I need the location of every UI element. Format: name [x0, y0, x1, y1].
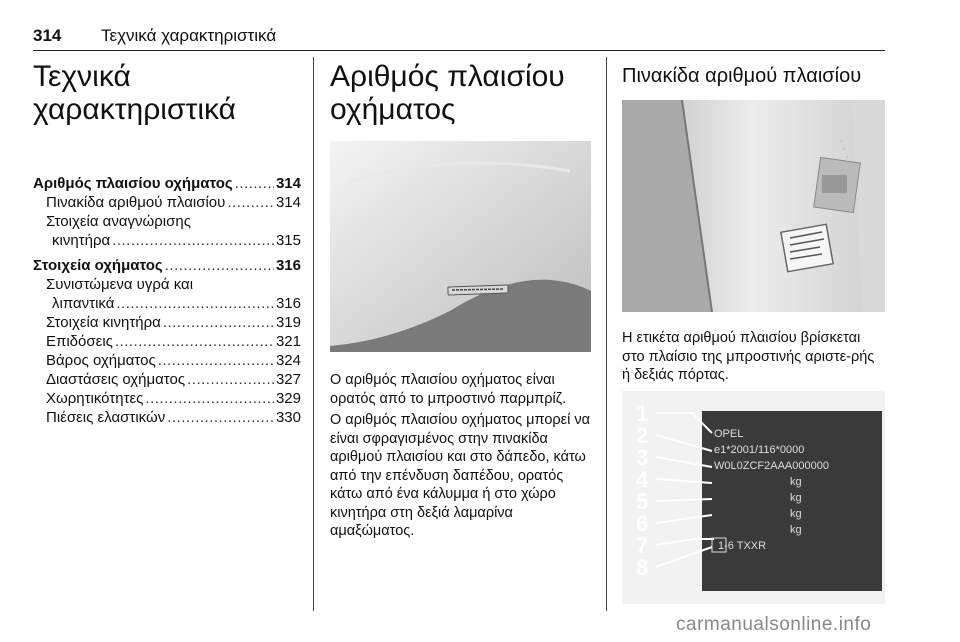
toc-entry[interactable]: Βάρος οχήματος ..... 324	[33, 351, 301, 370]
toc-entry-line1[interactable]: Συνιστώμενα υγρά και	[46, 276, 194, 293]
plate-line-3: W0L0ZCF2AAA000000	[714, 460, 829, 472]
toc-entry[interactable]: Διαστάσεις οχήματος ..... 327	[33, 370, 301, 389]
chapter-title: Τεχνικά χαρακτηριστικά	[33, 60, 236, 126]
running-title: Τεχνικά χαρακτηριστικά	[101, 26, 277, 45]
door-pillar-plate-photo	[622, 100, 885, 312]
toc-entry[interactable]: Αριθμός πλαισίου οχήματος ..... 314	[33, 174, 301, 193]
toc-entry[interactable]: κινητήρα ..... 315	[33, 231, 301, 250]
section-title-vin: Αριθμός πλαισίου οχήματος	[330, 60, 565, 126]
toc-entry[interactable]: Πιέσεις ελαστικών ..... 330	[33, 408, 301, 427]
toc-entry[interactable]: Στοιχεία οχήματος ..... 316	[33, 256, 301, 275]
toc-entry[interactable]: λιπαντικά ..... 316	[33, 294, 301, 313]
callout-4: 4	[636, 467, 649, 492]
paragraph-vin-visible: Ο αριθμός πλαισίου οχήματος είναι ορατός από το μπροστινό παρμπρίζ.	[330, 372, 567, 407]
paragraph-plate-location: Η ετικέτα αριθμού πλαισίου βρίσκεται στο πλαίσιο της μπροστινής αριστε-ρής ή δεξιάς πόρτας.	[622, 330, 875, 383]
callout-6: 6	[636, 511, 649, 536]
toc-entry[interactable]: Επιδόσεις ..... 321	[33, 332, 301, 351]
callout-1: 1	[636, 401, 649, 426]
header-rule	[33, 50, 885, 51]
column-divider-2	[606, 57, 607, 611]
toc-entry[interactable]: Στοιχεία κινητήρα ..... 319	[33, 313, 301, 332]
plate-line-4: kg	[790, 476, 802, 488]
callout-8: 8	[636, 555, 649, 580]
callout-3: 3	[636, 445, 649, 470]
toc-entry[interactable]: Πινακίδα αριθμού πλαισίου ..... 314	[33, 193, 301, 212]
page-header	[33, 26, 277, 46]
table-of-contents	[33, 174, 301, 427]
column-divider-1	[313, 57, 314, 611]
plate-line-1: OPEL	[714, 428, 744, 440]
vin-plate-diagram	[622, 391, 885, 604]
section-title-vin-plate: Πινακίδα αριθμού πλαισίου	[622, 65, 862, 87]
windscreen-vin-photo	[330, 141, 591, 352]
callout-5: 5	[636, 489, 649, 514]
plate-line-7: kg	[790, 524, 802, 536]
svg-text:· · · ·: · · · ·	[834, 135, 860, 170]
toc-entry[interactable]: Χωρητικότητες ..... 329	[33, 389, 301, 408]
plate-line-8: 1-6 TXXR	[718, 540, 767, 552]
plate-line-2: e1*2001/116*0000	[714, 444, 805, 456]
plate-line-5: kg	[790, 492, 802, 504]
plate-line-6: kg	[790, 508, 802, 520]
toc-entry-line1[interactable]: Στοιχεία αναγνώρισης	[46, 213, 191, 230]
callout-2: 2	[636, 423, 649, 448]
paragraph-vin-stamped: Ο αριθμός πλαισίου οχήματος μπορεί να είναι σφραγισμένος στην πινακίδα αριθμού πλαισίου και στο δάπεδο, κάτω από την επένδυση δαπέδου, ορατός κάτω από ένα κάλυμμα ή στο χώρο κινητήρα στη δεξιά λαμαρίνα αμαξώματος.	[330, 412, 590, 539]
callout-7: 7	[636, 533, 649, 558]
page-number: 314	[33, 26, 62, 45]
watermark: carmanualsonline.info	[676, 614, 872, 635]
